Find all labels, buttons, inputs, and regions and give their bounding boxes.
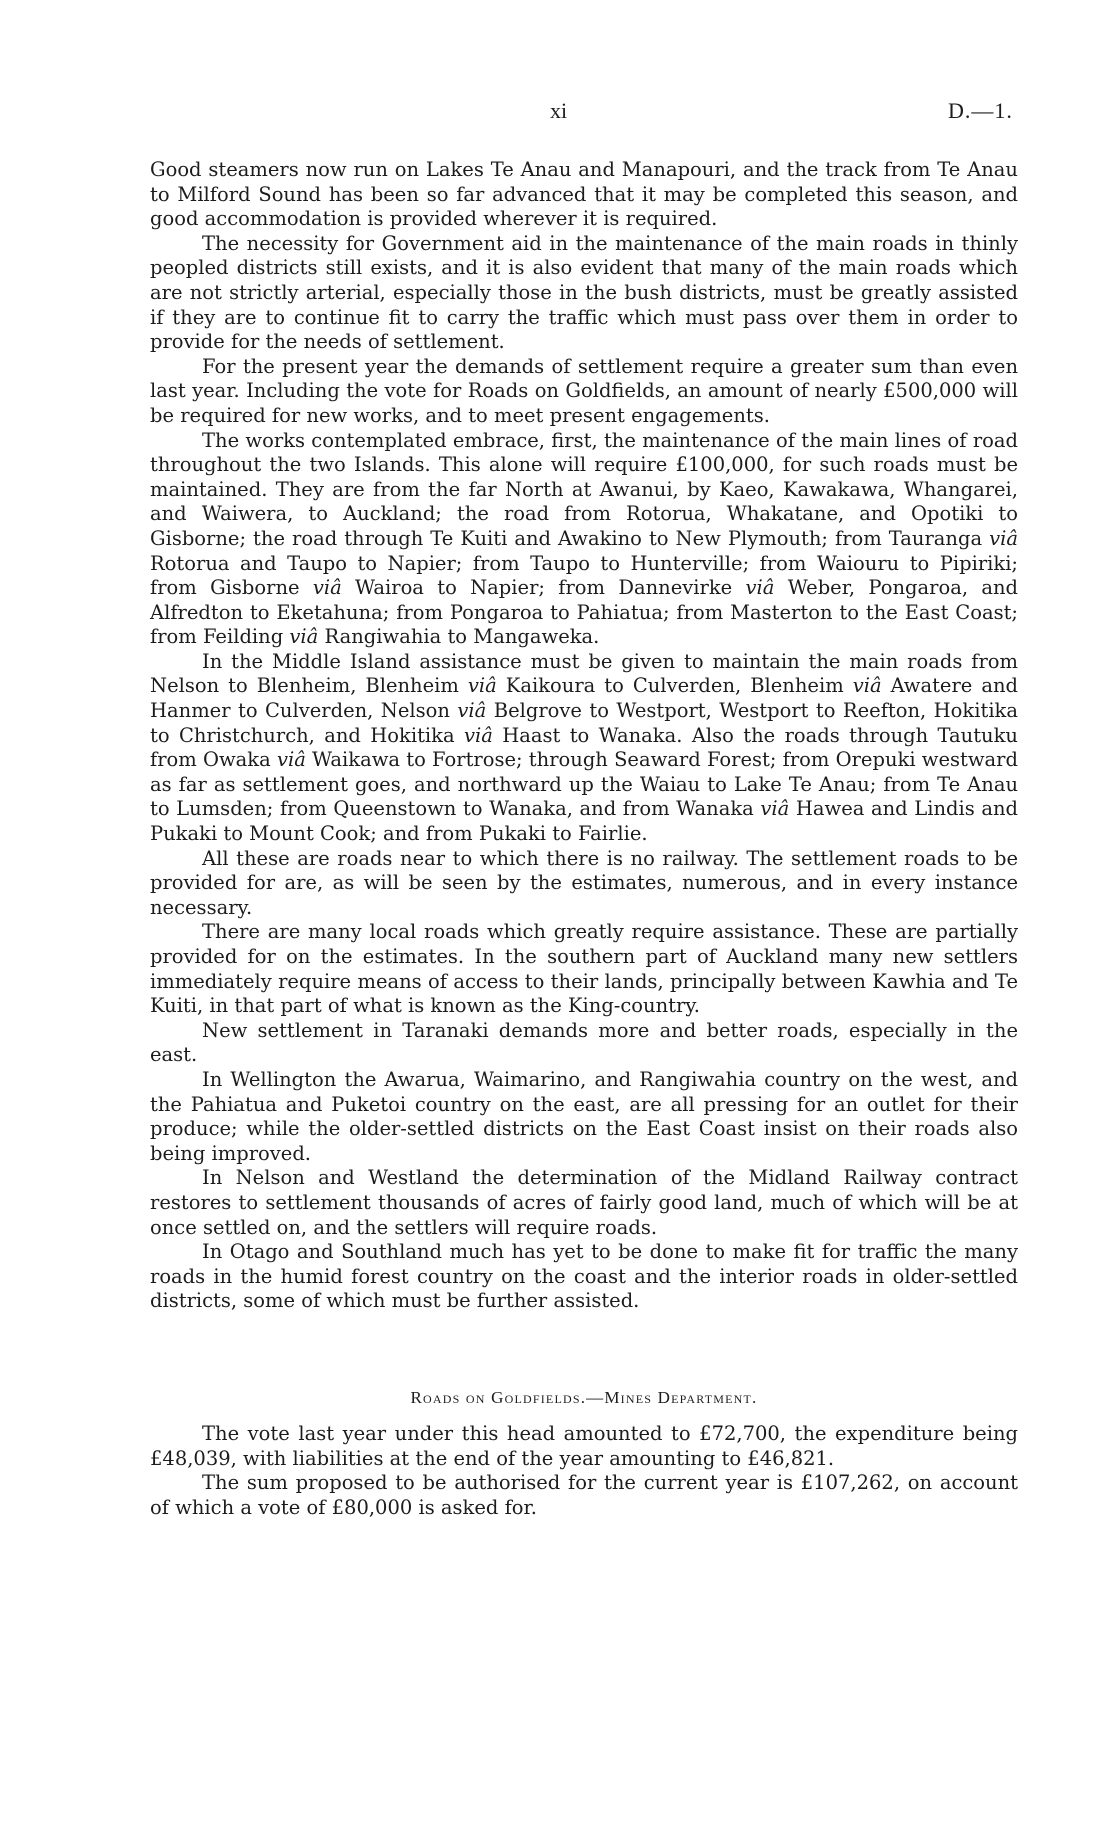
page-header bbox=[0, 98, 1114, 130]
paragraph-middle-island: In the Middle Island assistance must be given to maintain the main roads from Nelson to Blenheim, Blenheim viâ Kaikoura to Culverden, Blenheim viâ Awatere and Hanmer to Culverden, Nelson viâ Belgrove to Westport, Westport to Reefton, Hokitika to Christchurch, and Hokitika viâ Haast to Wanaka. Also the roads through Tautuku from Owaka viâ Waikawa to Fortrose; through Seaward Forest; from Orepuki westward as far as settlement goes, and northward up the Waiau to Lake Te Anau; from Te Anau to Lumsden; from Queenstown to Wanaka, and from Wanaka viâ Hawea and Lindis and Pukaki to Mount Cook; and from Pukaki to Fairlie. bbox=[150, 649, 1018, 846]
via-italic: viâ bbox=[760, 797, 790, 821]
paragraph-wellington: In Wellington the Awarua, Waimarino, and Rangiwahia country on the west, and the Pahiatua and Puketoi country on the east, are all pressing for an outlet for their produce; while the older-settled districts on the East Coast insist on their roads also being improved. bbox=[150, 1067, 1018, 1165]
via-italic: viâ bbox=[467, 674, 497, 698]
via-italic: viâ bbox=[289, 625, 319, 649]
via-italic: viâ bbox=[852, 674, 882, 698]
via-italic: viâ bbox=[312, 576, 342, 600]
paragraph-works-contemplated: The works contemplated embrace, first, the maintenance of the main lines of road throughout the two Islands. This alone will require £100,000, for such roads must be maintained. They are from the far North at Awanui, by Kaeo, Kawakawa, Whangarei, and Waiwera, to Auckland; the road from Rotorua, Whakatane, and Opotiki to Gisborne; the road through Te Kuiti and Awakino to New Plymouth; from Tauranga viâ Rotorua and Taupo to Napier; from Taupo to Hunterville; from Waiouru to Pipiriki; from Gisborne viâ Wairoa to Napier; from Dannevirke viâ Weber, Pongaroa, and Alfredton to Eketahuna; from Pongaroa to Pahiatua; from Masterton to the East Coast; from Feilding viâ Rangiwahia to Mangaweka. bbox=[150, 428, 1018, 649]
paragraph-otago-southland: In Otago and Southland much has yet to be done to make fit for traffic the many roads in the humid forest country on the coast and the interior roads in older-settled districts, some of which must be further assisted. bbox=[150, 1240, 1018, 1313]
page-number: xi bbox=[550, 98, 568, 123]
paragraph-local-roads: There are many local roads which greatly require assistance. These are partially provided for on the estimates. In the southern part of Auckland many new settlers immediately require means of access to their lands, principally between Kawhia and Te Kuiti, in that part of what is known as the King-country. bbox=[150, 920, 1018, 1018]
via-italic: viâ bbox=[457, 699, 487, 723]
paragraph-steamers: Good steamers now run on Lakes Te Anau and Manapouri, and the track from Te Anau to Milford Sound has been so far advanced that it may be completed this season, and good accommodation is provided wherever it is required. bbox=[150, 158, 1018, 231]
via-italic: viâ bbox=[463, 723, 493, 747]
via-italic: viâ bbox=[276, 748, 306, 772]
paragraph-present-year: For the present year the demands of settlement require a greater sum than even last year. Including the vote for Roads on Goldfields, an amount of nearly £500,000 will be required for new works, and to meet present engagements. bbox=[150, 354, 1018, 427]
via-italic: viâ bbox=[745, 576, 775, 600]
paragraph-government-aid: The necessity for Government aid in the maintenance of the main roads in thinly peopled districts still exists, and it is also evident that many of the main roads which are not strictly arterial, especially those in the bush districts, must be greatly assisted if they are to continue fit to carry the traffic which must pass over them in order to provide for the needs of settlement. bbox=[150, 231, 1018, 354]
paragraph-sum-proposed: The sum proposed to be authorised for the current year is £107,262, on account of which a vote of £80,000 is asked for. bbox=[150, 1471, 1018, 1519]
paragraph-taranaki: New settlement in Taranaki demands more and better roads, especially in the east. bbox=[150, 1018, 1018, 1067]
body-text bbox=[150, 158, 1018, 1520]
paragraph-no-railway: All these are roads near to which there is no railway. The settlement roads to be provided for are, as will be seen by the estimates, numerous, and in every instance necessary. bbox=[150, 846, 1018, 919]
paragraph-nelson-westland: In Nelson and Westland the determination of the Midland Railway contract restores to settlement thousands of acres of fairly good land, much of which will be at once settled on, and the settlers will require roads. bbox=[150, 1166, 1018, 1239]
paragraph-vote-last-year: The vote last year under this head amounted to £72,700, the expenditure being £48,039, with liabilities at the end of the year amounting to £46,821. bbox=[150, 1421, 1018, 1470]
document-reference: D.—1. bbox=[948, 98, 1013, 123]
section-heading: Roads on Goldfields.—Mines Department. bbox=[410, 1387, 758, 1407]
via-italic: viâ bbox=[989, 526, 1018, 550]
